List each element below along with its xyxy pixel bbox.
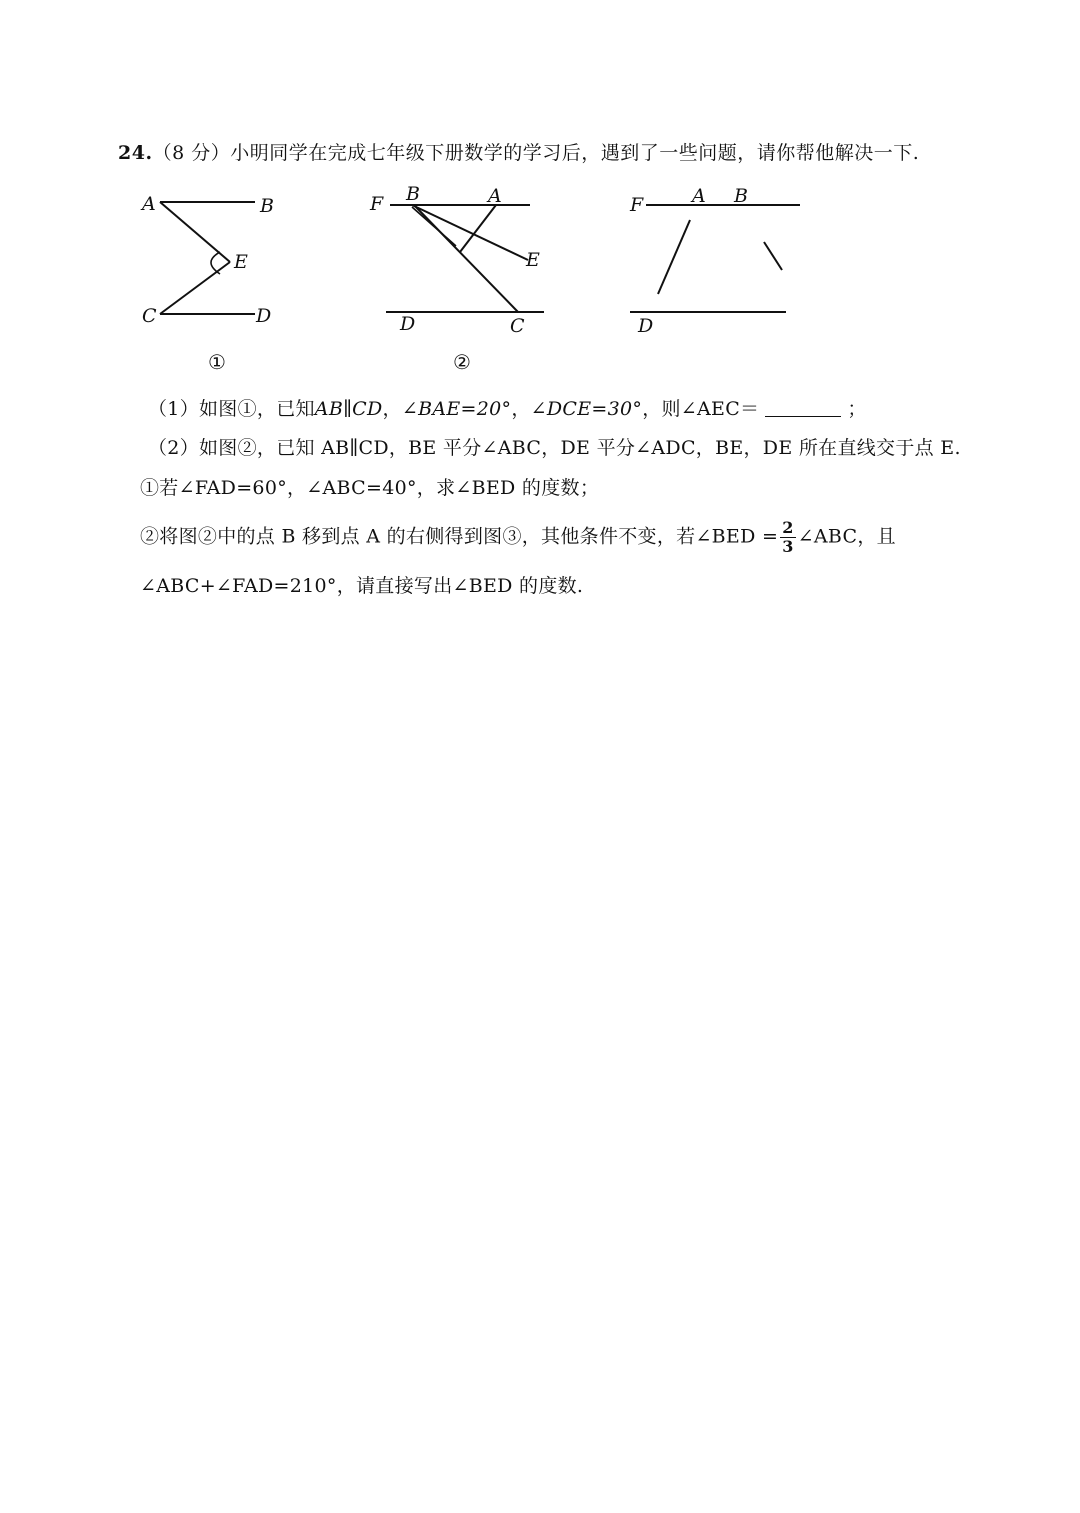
q2b-part-1: ②将图②中的点 B 移到点 A 的右侧得到图③，其他条件不变，若∠BED =	[140, 525, 779, 548]
figure-1	[130, 180, 390, 340]
q1-sep-1: ，	[382, 398, 402, 420]
problem-points: （8 分）	[152, 142, 231, 164]
q1-given-2: ∠BAE=20°	[401, 398, 512, 420]
q1-sep-2: ，	[511, 398, 531, 420]
figure-1-caption: ①	[208, 350, 226, 374]
question-1	[148, 394, 867, 421]
figure-2	[360, 180, 560, 340]
q1-ask: ，则∠AEC＝	[642, 398, 760, 420]
fig2-label-f: F	[370, 193, 384, 215]
q1-prefix: （1）如图①，已知	[148, 398, 315, 420]
fig3-line-ad	[658, 220, 690, 294]
problem-intro: 小明同学在完成七年级下册数学的学习后，遇到了一些问题，请你帮他解决一下.	[230, 142, 920, 164]
problem-number: 24.	[118, 142, 153, 164]
fig2-line-ad	[460, 205, 496, 252]
fig2-label-a: A	[488, 185, 502, 207]
fig2-line-de	[412, 207, 456, 246]
problem-header	[118, 138, 919, 165]
fig2-label-b: B	[406, 183, 420, 205]
question-2: （2）如图②，已知 AB∥CD，BE 平分∠ABC，DE 平分∠ADC，BE，DE 所在直线交于点 E.	[148, 437, 961, 459]
figure-2-caption: ②	[453, 350, 471, 374]
fig2-label-d: D	[400, 313, 416, 335]
fraction-denominator: 3	[782, 537, 794, 556]
q1-answer-blank[interactable]	[765, 416, 841, 417]
fig3-label-a: A	[692, 185, 706, 207]
fig1-label-c: C	[142, 305, 157, 327]
fraction-two-thirds	[780, 520, 795, 555]
fig3-label-b: B	[734, 185, 748, 207]
fig2-label-c: C	[510, 315, 525, 337]
fig2-line-be	[412, 205, 528, 260]
fig2-line-bc	[414, 205, 518, 312]
fig2-label-e: E	[526, 249, 540, 271]
fig1-label-d: D	[256, 305, 272, 327]
fig1-line-ec	[160, 262, 230, 314]
fig3-line-be	[764, 242, 782, 270]
fig1-label-a: A	[142, 193, 156, 215]
question-2-part-2	[140, 520, 896, 555]
fig1-label-b: B	[260, 195, 274, 217]
fraction-numerator: 2	[782, 518, 794, 537]
q1-given-1: AB∥CD	[314, 398, 383, 420]
fig3-label-f: F	[630, 194, 644, 216]
q1-given-3: ∠DCE=30°	[530, 398, 643, 420]
q1-suffix: ；	[847, 398, 867, 420]
question-2-part-1: ①若∠FAD=60°，∠ABC=40°，求∠BED 的度数；	[140, 477, 600, 499]
fig3-label-d: D	[638, 315, 654, 337]
q2b-part-2: ∠ABC，且	[797, 525, 896, 548]
fig1-label-e: E	[234, 251, 248, 273]
figure-3	[620, 180, 820, 340]
question-2-part-2-continued: ∠ABC+∠FAD=210°，请直接写出∠BED 的度数.	[140, 575, 584, 597]
